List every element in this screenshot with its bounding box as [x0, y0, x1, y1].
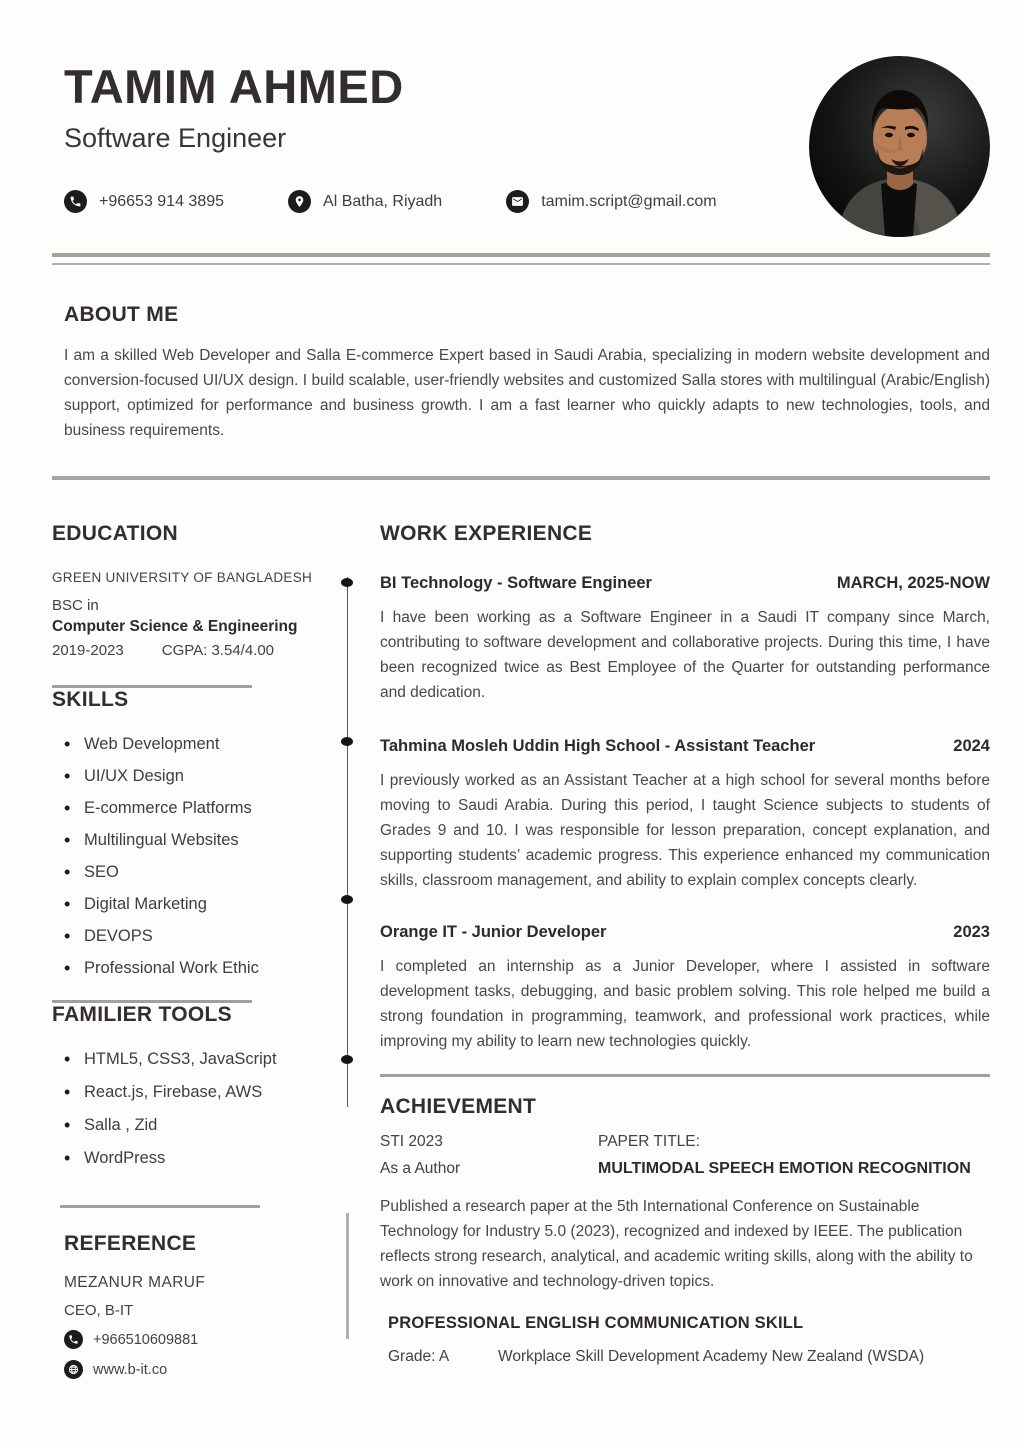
- achievement-meta: [380, 1133, 990, 1178]
- skill-item: • Digital Marketing: [52, 888, 332, 920]
- education-years: 2019-2023: [52, 642, 124, 659]
- job-title: Software Engineer: [64, 123, 287, 154]
- reference-phone-number: +966510609881: [93, 1331, 199, 1348]
- skill-item: • DEVOPS: [52, 920, 332, 952]
- email-icon: [506, 190, 529, 213]
- skill-item: • Professional Work Ethic: [52, 952, 332, 984]
- paper-title: MULTIMODAL SPEECH EMOTION RECOGNITION: [598, 1160, 971, 1177]
- english-skill-heading: PROFESSIONAL ENGLISH COMMUNICATION SKILL: [388, 1314, 804, 1332]
- about-heading: ABOUT ME: [64, 303, 179, 326]
- degree-name: Computer Science & Engineering: [52, 618, 298, 635]
- globe-icon: [64, 1360, 83, 1379]
- divider: [52, 476, 990, 480]
- education-cgpa: CGPA: 3.54/4.00: [161, 642, 275, 659]
- grade: Grade: A: [388, 1348, 450, 1365]
- work-item-date: 2023: [953, 923, 990, 941]
- person-name: TAMIM AHMED: [64, 60, 404, 113]
- skills-list: [52, 728, 332, 984]
- phone-icon: [64, 190, 87, 213]
- about-text: I am a skilled Web Developer and Salla E-commerce Expert based in Saudi Arabia, specializing in modern website development and conversion-focused UI/UX design. I build scalable, user-friendly websites and customized Salla stores with multilingual (Arabic/English) support, optimized for performance and business growth. I am a fast learner who quickly adapts to new technologies, tools, and business requirements.: [64, 347, 990, 439]
- reference-phone: [64, 1330, 332, 1349]
- tool-item: • Salla , Zid: [52, 1109, 332, 1142]
- skill-item: • Multilingual Websites: [52, 824, 332, 856]
- work-item-date: MARCH, 2025-NOW: [836, 574, 990, 592]
- location-icon: [288, 190, 311, 213]
- tools-heading: FAMILIER TOOLS: [52, 1003, 232, 1026]
- skill-item: • Web Development: [52, 728, 332, 760]
- profile-photo: [809, 56, 990, 237]
- achievement-org: STI 2023: [380, 1133, 443, 1150]
- work-item-description: I previously worked as an Assistant Teacher at a high school for several months before moving to Saudi Arabia. During this period, I taught Science subjects to students of Grades 9 and 10. I was responsible for lesson preparation, concept explanation, and supporting students’ academic progress. This experience enhanced my communication skills, classroom management, and ability to explain complex concepts clearly.: [380, 772, 990, 889]
- contact-email: [506, 190, 716, 213]
- reference-section: [52, 1232, 332, 1379]
- work-item-description: I have been working as a Software Engineer in a Saudi IT company since March, contributing to software development and collaborative projects. During this time, I have been recognized twice as Best Employee of the Quarter for outstanding performance and dedication.: [380, 609, 990, 701]
- right-column: [380, 482, 990, 1366]
- about-section: [52, 303, 990, 443]
- reference-website-url: www.b-it.co: [93, 1361, 168, 1378]
- skill-item: • SEO: [52, 856, 332, 888]
- work-item-title: BI Technology - Software Engineer: [380, 574, 652, 592]
- achievement-description: Published a research paper at the 5th International Conference on Sustainable Technology for Industry 5.0 (2023), recognized and indexed by IEEE. The publication reflects strong research, analytical, and academic writing skills, along with the ability to work on innovative and technology-driven topics.: [380, 1198, 973, 1290]
- tool-item: • HTML5, CSS3, JavaScript: [52, 1043, 332, 1076]
- work-item-title: Orange IT - Junior Developer: [380, 923, 607, 941]
- divider: [380, 1074, 990, 1077]
- reference-role: CEO, B-IT: [64, 1302, 134, 1319]
- skill-item: • UI/UX Design: [52, 760, 332, 792]
- paper-title-label: PAPER TITLE:: [598, 1133, 700, 1150]
- contact-phone: [64, 190, 224, 213]
- header: [52, 56, 990, 237]
- contact-location: [288, 190, 442, 213]
- skills-heading: SKILLS: [52, 688, 129, 711]
- work-item: [380, 923, 990, 1054]
- email-text: tamim.script@gmail.com: [541, 192, 717, 210]
- main-columns: [52, 482, 990, 1448]
- institution: Workplace Skill Development Academy New Zealand (WSDA): [498, 1348, 925, 1365]
- work-item: [380, 737, 990, 893]
- tool-item: • WordPress: [52, 1142, 332, 1175]
- skill-item: • E-commerce Platforms: [52, 792, 332, 824]
- tools-list: [52, 1043, 332, 1175]
- work-heading: WORK EXPERIENCE: [380, 522, 593, 545]
- achievement-role: As a Author: [380, 1160, 461, 1177]
- reference-website: [64, 1360, 332, 1379]
- phone-icon: [64, 1330, 83, 1349]
- left-column: [52, 482, 332, 1379]
- reference-name: MEZANUR MARUF: [64, 1274, 206, 1291]
- work-item-title: Tahmina Mosleh Uddin High School - Assistant Teacher: [380, 737, 816, 755]
- degree-prefix: BSC in: [52, 597, 99, 614]
- header-identity: [52, 56, 717, 213]
- contact-row: [64, 190, 717, 213]
- tool-item: • React.js, Firebase, AWS: [52, 1076, 332, 1109]
- university-name: GREEN UNIVERSITY OF BANGLADESH: [52, 570, 313, 585]
- phone-number: +96653 914 3895: [99, 192, 225, 210]
- education-meta: [52, 642, 332, 659]
- work-item-date: 2024: [953, 737, 990, 755]
- location-text: Al Batha, Riyadh: [323, 192, 443, 210]
- reference-heading: REFERENCE: [64, 1232, 197, 1255]
- divider: [60, 1205, 260, 1208]
- english-skill-row: [380, 1348, 990, 1366]
- education-heading: EDUCATION: [52, 522, 178, 545]
- work-item: [380, 574, 990, 705]
- divider: [52, 253, 990, 265]
- achievement-heading: ACHIEVEMENT: [380, 1095, 537, 1118]
- work-item-description: I completed an internship as a Junior Developer, where I assisted in software development tasks, debugging, and basic problem solving. This role helped me build a strong foundation in programming, teamwork, and professional work practices, while improving my ability to learn new technologies quickly.: [380, 958, 990, 1050]
